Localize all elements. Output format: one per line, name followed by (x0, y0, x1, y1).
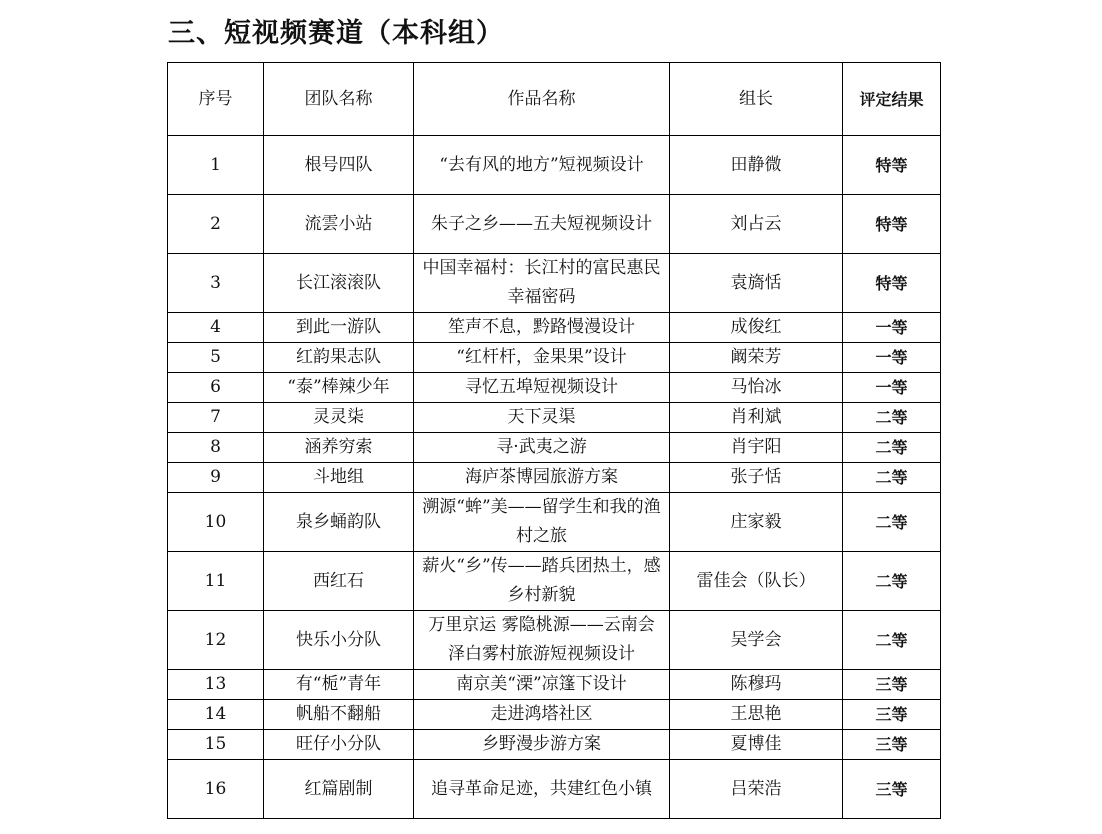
table-row (168, 373, 941, 403)
table-row (168, 343, 941, 373)
cell-result: 二等 (843, 463, 941, 493)
cell-no: 3 (168, 254, 264, 313)
cell-work: 天下灵渠 (414, 403, 670, 433)
header-no: 序号 (168, 63, 264, 136)
cell-team: 有“栀”青年 (264, 670, 414, 700)
cell-leader: 雷佳会（队长） (670, 552, 843, 611)
cell-leader: 阚荣芳 (670, 343, 843, 373)
cell-work: 朱子之乡——五夫短视频设计 (414, 195, 670, 254)
cell-leader: 成俊红 (670, 313, 843, 343)
cell-team: 灵灵柒 (264, 403, 414, 433)
table-row (168, 552, 941, 611)
cell-team: 到此一游队 (264, 313, 414, 343)
cell-leader: 陈穆玛 (670, 670, 843, 700)
cell-work: 寻·武夷之游 (414, 433, 670, 463)
cell-leader: 肖利斌 (670, 403, 843, 433)
cell-no: 4 (168, 313, 264, 343)
cell-no: 14 (168, 700, 264, 730)
cell-result: 一等 (843, 373, 941, 403)
cell-team: 帆船不翻船 (264, 700, 414, 730)
table-row (168, 313, 941, 343)
cell-work: 乡野漫步游方案 (414, 730, 670, 760)
table-row (168, 403, 941, 433)
table-row (168, 493, 941, 552)
cell-leader: 夏博佳 (670, 730, 843, 760)
cell-result: 一等 (843, 313, 941, 343)
cell-result: 二等 (843, 552, 941, 611)
cell-work: 万里京运 雾隐桃源——云南会泽白雾村旅游短视频设计 (414, 611, 670, 670)
table-row (168, 195, 941, 254)
header-leader: 组长 (670, 63, 843, 136)
cell-leader: 吕荣浩 (670, 760, 843, 819)
cell-team: 斗地组 (264, 463, 414, 493)
cell-no: 16 (168, 760, 264, 819)
table-row (168, 433, 941, 463)
cell-work: 中国幸福村：长江村的富民惠民幸福密码 (414, 254, 670, 313)
cell-result: 特等 (843, 195, 941, 254)
cell-team: 涵养穷索 (264, 433, 414, 463)
cell-no: 13 (168, 670, 264, 700)
cell-result: 三等 (843, 700, 941, 730)
cell-no: 6 (168, 373, 264, 403)
table-row (168, 463, 941, 493)
cell-work: “去有风的地方”短视频设计 (414, 136, 670, 195)
cell-work: 寻忆五埠短视频设计 (414, 373, 670, 403)
cell-work: 笙声不息，黔路慢漫设计 (414, 313, 670, 343)
cell-team: “泰”棒辣少年 (264, 373, 414, 403)
cell-leader: 田静微 (670, 136, 843, 195)
table-row (168, 136, 941, 195)
cell-no: 8 (168, 433, 264, 463)
cell-result: 特等 (843, 136, 941, 195)
cell-no: 2 (168, 195, 264, 254)
cell-no: 11 (168, 552, 264, 611)
cell-result: 三等 (843, 730, 941, 760)
cell-result: 三等 (843, 670, 941, 700)
cell-no: 10 (168, 493, 264, 552)
cell-team: 红韵果志队 (264, 343, 414, 373)
cell-result: 二等 (843, 433, 941, 463)
cell-result: 特等 (843, 254, 941, 313)
cell-work: 薪火“乡”传——踏兵团热土，感乡村新貌 (414, 552, 670, 611)
cell-team: 流雲小站 (264, 195, 414, 254)
cell-leader: 刘占云 (670, 195, 843, 254)
cell-leader: 袁旖恬 (670, 254, 843, 313)
header-team: 团队名称 (264, 63, 414, 136)
page-title: 三、短视频赛道（本科组） (168, 18, 504, 49)
cell-no: 9 (168, 463, 264, 493)
cell-no: 15 (168, 730, 264, 760)
table-row (168, 730, 941, 760)
cell-leader: 张子恬 (670, 463, 843, 493)
cell-leader: 吴学会 (670, 611, 843, 670)
cell-leader: 肖宇阳 (670, 433, 843, 463)
cell-result: 三等 (843, 760, 941, 819)
table-row (168, 760, 941, 819)
table-row (168, 611, 941, 670)
cell-team: 红篇剧制 (264, 760, 414, 819)
cell-result: 二等 (843, 611, 941, 670)
header-row (168, 63, 941, 136)
cell-team: 旺仔小分队 (264, 730, 414, 760)
cell-result: 二等 (843, 493, 941, 552)
cell-leader: 庄家毅 (670, 493, 843, 552)
cell-team: 快乐小分队 (264, 611, 414, 670)
cell-work: 溯源“蛑”美——留学生和我的渔村之旅 (414, 493, 670, 552)
cell-result: 二等 (843, 403, 941, 433)
cell-leader: 马怡冰 (670, 373, 843, 403)
header-result: 评定结果 (843, 63, 941, 136)
cell-team: 泉乡蛹韵队 (264, 493, 414, 552)
cell-work: 走进鸿塔社区 (414, 700, 670, 730)
cell-result: 一等 (843, 343, 941, 373)
cell-no: 1 (168, 136, 264, 195)
table-row (168, 670, 941, 700)
cell-team: 长江滚滚队 (264, 254, 414, 313)
header-work: 作品名称 (414, 63, 670, 136)
cell-leader: 王思艳 (670, 700, 843, 730)
table-row (168, 700, 941, 730)
cell-no: 7 (168, 403, 264, 433)
table-row (168, 254, 941, 313)
cell-work: 追寻革命足迹，共建红色小镇 (414, 760, 670, 819)
cell-work: 南京美“溧”凉篷下设计 (414, 670, 670, 700)
cell-work: 海庐茶博园旅游方案 (414, 463, 670, 493)
cell-team: 西红石 (264, 552, 414, 611)
cell-team: 根号四队 (264, 136, 414, 195)
cell-work: “红杆杆，金果果”设计 (414, 343, 670, 373)
results-table (167, 62, 941, 819)
cell-no: 12 (168, 611, 264, 670)
cell-no: 5 (168, 343, 264, 373)
